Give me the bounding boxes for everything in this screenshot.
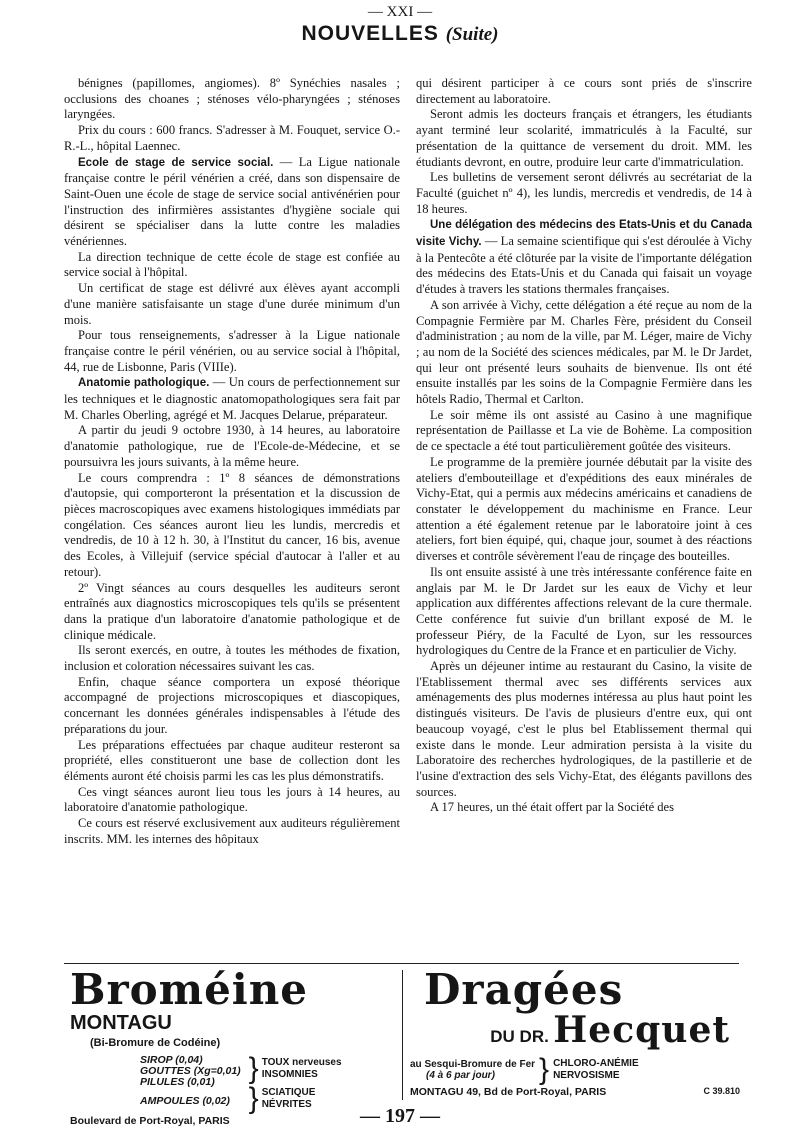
advert-rule bbox=[64, 963, 739, 964]
bromeine-indication: INSOMNIES bbox=[261, 1069, 318, 1080]
section-title-text: NOUVELLES bbox=[301, 22, 439, 45]
paragraph bbox=[64, 375, 400, 423]
paragraph: Le cours comprendra : 1º 8 séances de démonstrations d'autopsie, qui comporteront la présentation et la discussion de pièces macroscopiques avec examens histologiques immédiats par congélation. Ces séances auront lieu les lundis, mercredis et vendredis, de 10 à 12 h. 30, à l'Institut du cancer, 16 bis, avenue des Ecoles, à Villejuif (service spécial d'autocar à l'aller et au retour). bbox=[64, 470, 400, 579]
paragraph: Les préparations effectuées par chaque auditeur resteront sa propriété, elles constitueront une base de collection dont les éléments auront été choisis parmi les cas les plus démonstratifs. bbox=[64, 737, 400, 783]
bromeine-indication: TOUX nerveuses bbox=[261, 1057, 342, 1068]
dragees-indication: NERVOSISME bbox=[553, 1070, 620, 1081]
section-title bbox=[0, 22, 800, 46]
brace-glyph: } bbox=[248, 1082, 259, 1115]
paragraph: La direction technique de cette école de stage est confiée au service social à l'hôpital. bbox=[64, 249, 400, 280]
bromeine-suffix: MONTAGU bbox=[70, 1012, 172, 1034]
paragraph: Pour tous renseignements, s'adresser à la Ligue nationale française contre le péril vénérien, ou au service social à l'hôpital, 44, rue de Lisbonne, Paris (VIIIe). bbox=[64, 328, 400, 374]
section-title-suite: (Suite) bbox=[445, 24, 499, 45]
paragraph: Ils seront exercés, en outre, à toutes les méthodes de fixation, inclusion et coloration nécessaires suivant les cas. bbox=[64, 643, 400, 674]
bromeine-address: Boulevard de Port-Royal, PARIS bbox=[70, 1115, 230, 1127]
running-header-roman: — XXI — bbox=[367, 4, 433, 20]
dragees-address: MONTAGU 49, Bd de Port-Royal, PARIS bbox=[410, 1086, 607, 1098]
bromeine-indication: SCIATIQUE bbox=[261, 1087, 316, 1098]
paragraph: Les bulletins de versement seront délivrés au secrétariat de la Faculté (guichet nº 4), les lundis, mercredis et vendredis, de 14 à 18 heures. bbox=[416, 170, 752, 216]
paragraph: A 17 heures, un thé était offert par la Société des bbox=[430, 800, 675, 815]
page-number: — 197 — bbox=[360, 1105, 440, 1127]
dragees-brand: Dragées bbox=[424, 965, 624, 1014]
paragraph-heading: Ecole de stage de service social. bbox=[78, 156, 274, 169]
paragraph: Seront admis les docteurs français et étrangers, les étudiants ayant terminé leur scolarité, immatriculés à la Faculté, sur présentation de la quittance de versement du droit. MM. les étudiants devront, en outre, produire leur carte d'immatriculation. bbox=[416, 107, 752, 169]
dragees-composition: au Sesqui-Bromure de Fer bbox=[410, 1059, 536, 1070]
bromeine-product: AMPOULES (0,02) bbox=[140, 1095, 230, 1107]
paragraph: Ce cours est réservé exclusivement aux auditeurs régulièrement inscrits. MM. les internes des hôpitaux bbox=[64, 816, 400, 846]
paragraph-text: qui désirent participer à ce cours sont priés de s'inscrire directement au laboratoire. bbox=[416, 76, 752, 106]
paragraph: Un certificat de stage est délivré aux élèves ayant accompli d'une manière satisfaisante un stage d'une durée minimum d'un mois. bbox=[64, 281, 400, 327]
paragraph: Enfin, chaque séance comportera un exposé théorique accompagné de projections microscopiques et diascopiques, concernant les données générales indispensables à l'étude des préparations du jour. bbox=[64, 674, 400, 736]
advert-separator bbox=[402, 970, 403, 1100]
paragraph bbox=[64, 155, 400, 250]
bromeine-product: SIROP (0,04) bbox=[140, 1054, 203, 1066]
left-column bbox=[64, 76, 400, 956]
right-column bbox=[416, 76, 752, 956]
paragraph: Prix du cours : 600 francs. S'adresser à M. Fouquet, service O.-R.-L., hôpital Laennec. bbox=[64, 123, 400, 153]
paragraph: Ces vingt séances auront lieu tous les jours à 14 heures, au laboratoire d'anatomie pathologique. bbox=[64, 784, 400, 815]
paragraph-text: — La Ligue nationale française contre le péril vénérien a créé, dans son dispensaire de Saint-Ouen une école de stage de service social antivénérien pour l'instruction des infirmières assistantes d'hygiène sociale qui désirent se spécialiser dans la lutte contre les maladies vénériennes. bbox=[64, 154, 400, 249]
paragraph-text: — La semaine scientifique qui s'est déroulée à Vichy à la Pentecôte a été clôturée par la visite de l'importante délégation des médecins des Etats-Unis et du Canada qui faisait un voyage d'études à travers les stations thermales françaises. bbox=[416, 234, 752, 297]
dragees-prefix: DU DR. bbox=[490, 1027, 549, 1046]
dragees-dosage: (4 à 6 par jour) bbox=[426, 1070, 495, 1081]
bromeine-product: GOUTTES (Xg=0,01) bbox=[140, 1065, 241, 1077]
hecquet-brand: Hecquet bbox=[553, 1009, 730, 1051]
paragraph-text: — Un cours de perfectionnement sur les techniques et le diagnostic anatomopathologiques sera fait par M. Charles Oberling, agrégé et M. Jacques Delarue, préparateur. bbox=[64, 375, 400, 422]
paragraph-heading: Une délégation des médecins des Etats-Unis et du Canada visite Vichy. bbox=[416, 219, 752, 249]
paragraph bbox=[416, 76, 752, 107]
paragraph: Le soir même ils ont assisté au Casino à une magnifique représentation de Paillasse et La vie de Bohème. La composition de ce spectacle a été tout particulièrement goûtée des visiteurs. bbox=[416, 407, 752, 454]
paragraph: 2º Vingt séances au cours desquelles les auditeurs seront entraînés aux diagnostics microscopiques tels qu'ils se présentent dans la pratique d'un laboratoire d'anatomie pathologique et de clinique médicale. bbox=[64, 580, 400, 642]
brace-glyph: } bbox=[248, 1052, 259, 1085]
bromeine-subtitle: (Bi-Bromure de Codéine) bbox=[90, 1037, 221, 1049]
paragraph bbox=[416, 217, 752, 298]
advert-dragees-hecquet bbox=[410, 965, 740, 1100]
bromeine-indication: NÉVRITES bbox=[261, 1099, 312, 1110]
paragraph-heading: Anatomie pathologique. bbox=[78, 377, 210, 390]
brace-glyph: } bbox=[539, 1053, 550, 1086]
dragees-indication: CHLORO-ANÉMIE bbox=[553, 1058, 639, 1069]
paragraph: Ils ont ensuite assisté à une très intéressante conférence faite en anglais par M. le Dr Jardet sur les eaux de Vichy et leur application aux différentes affections relevant de la cure thermale. Cette conférence fut suivie d'un brillant exposé de M. le professeur Piéry, de la Faculté de Lyon, sur les ressources hydrologiques du Centre de la France et en particulier de Vichy. bbox=[416, 564, 752, 658]
bromeine-product: PILULES (0,01) bbox=[140, 1076, 215, 1088]
dragees-code: C 39.810 bbox=[703, 1086, 740, 1096]
advert-bromeine bbox=[70, 965, 396, 1127]
paragraph: A son arrivée à Vichy, cette délégation a été reçue au nom de la Compagnie Fermière par M. Charles Fère, président du Conseil d'administration ; au nom de la ville, par M. Léger, maire de Vichy ; au nom de la Société des sciences médicales, par M. le Dr Jardet, qui leur ont présenté leurs souhaits de bienvenue. Ils ont été ensuite installés par les soins de la Compagnie Fermière dans les hôtels Radio, Thermal et Carlton. bbox=[416, 297, 752, 407]
paragraph: A partir du jeudi 9 octobre 1930, à 14 heures, au laboratoire d'anatomie pathologique, rue de l'Ecole-de-Médecine, et se poursuivra les jours suivants, à la même heure. bbox=[64, 423, 400, 469]
paragraph: Le programme de la première journée débutait par la visite des ateliers d'embouteillage et d'expéditions des eaux minérales de Vichy-Etat, qui a permis aux médecins américains et canadiens de constater le développement du machinisme en France. Leur attention a été également retenue par le laboratoire joint à ces ateliers, fort bien équipé, qui, chaque jour, soumet à des réactions diverses et contrôle sévèrement l'eau de rinçage des bouteilles. bbox=[416, 454, 752, 564]
paragraph: Après un déjeuner intime au restaurant du Casino, la visite de l'Etablissement thermal avec ses différents services aux aménagements des plus modernes intéressa au plus haut point les distingués visiteurs. De l'avis de plusieurs d'entre eux, qui ont beaucoup voyagé, c'est le plus bel Etablissement thermal qui existe dans le monde. Leur admiration persista à la visite du Laboratoire des recherches hydrologiques, de la pastillerie et de l'usine d'extraction des sels Vichy-Etat, des élégants pavillons des sources. bbox=[416, 659, 752, 799]
paragraph: bénignes (papillomes, angiomes). 8º Synéchies nasales ; occlusions des choanes ; sténoses vélo-pharyngées ; sténoses laryngées. bbox=[64, 76, 400, 122]
bromeine-brand: Broméine bbox=[70, 965, 309, 1014]
